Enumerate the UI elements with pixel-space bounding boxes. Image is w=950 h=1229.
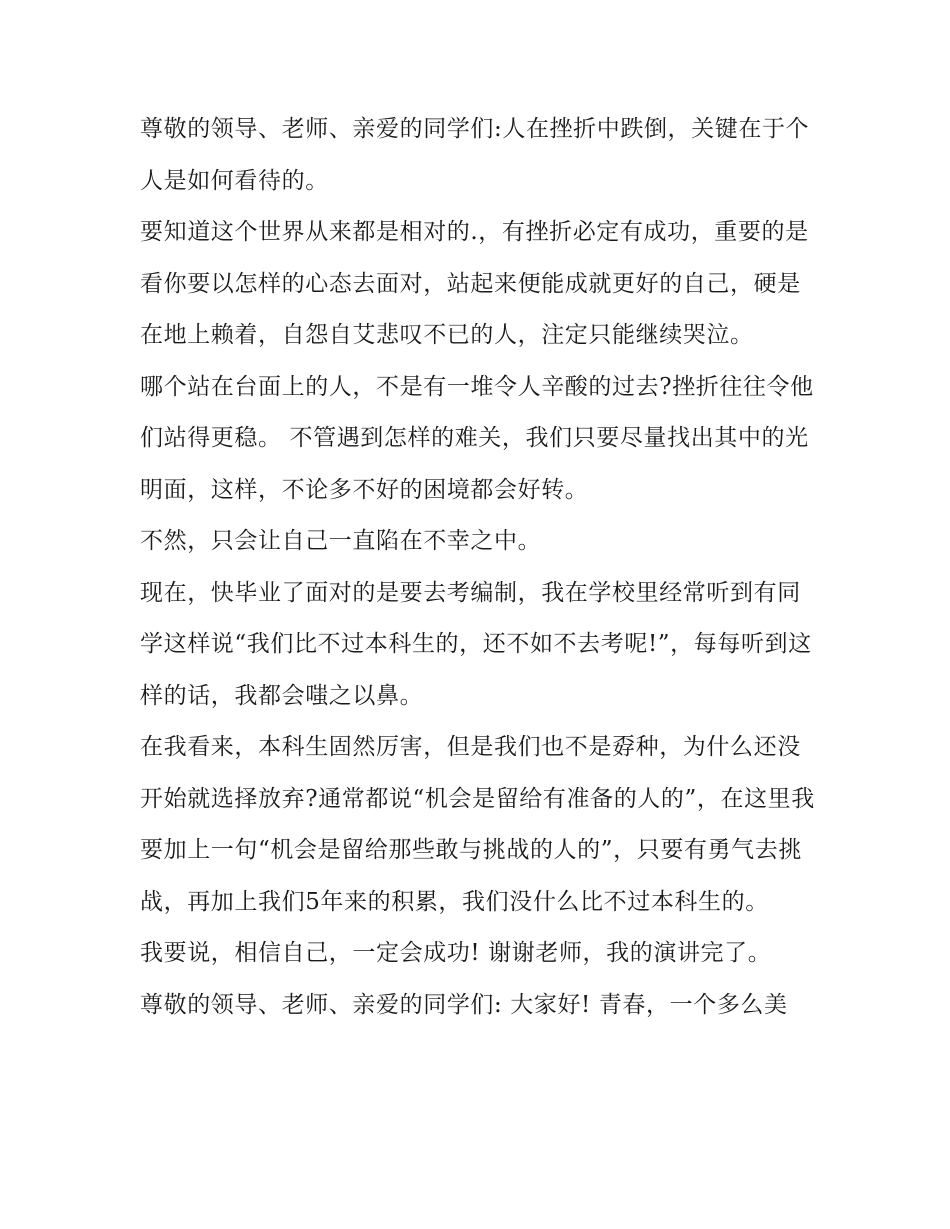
paragraph-5: 现在，快毕业了面对的是要去考编制，我在学校里经常听到有同学这样说“我们比不过本科生的，还不如不去考呢!”，每每听到这样的话，我都会嗤之以鼻。 [140,579,812,709]
paragraph-1: 尊敬的领导、老师、亲爱的同学们:人在挫折中跌倒，关键在于个人是如何看待的。 [140,116,810,194]
paragraph-3: 哪个站在台面上的人，不是有一堆令人辛酸的过去?挫折往往令他们站得更稳。 不管遇到怎样的难关，我们只要尽量找出其中的光明面，这样，不论多不好的困境都会好转。 [140,373,814,503]
paragraph-4: 不然，只会让自己一直陷在不幸之中。 [140,528,542,554]
paragraph-8: 尊敬的领导、老师、亲爱的同学们: 大家好! 青春，一个多么美 [140,991,788,1018]
document-body [140,104,820,1031]
paragraph-7: 我要说，相信自己，一定会成功! 谢谢老师，我的演讲完了。 [140,940,772,966]
paragraph-6: 在我看来，本科生固然厉害，但是我们也不是孬种，为什么还没开始就选择放弃?通常都说“机会是留给有准备的人的”，在这里我要加上一句“机会是留给那些敢与挑战的人的”，只要有勇气去挑战，再加上我们5年来的积累，我们没什么比不过本科生的。 [140,734,815,915]
paragraph-2: 要知道这个世界从来都是相对的.，有挫折必定有成功，重要的是看你要以怎样的心态去面对，站起来便能成就更好的自己，硬是在地上赖着，自怨自艾悲叹不已的人，注定只能继续哭泣。 [140,219,809,348]
